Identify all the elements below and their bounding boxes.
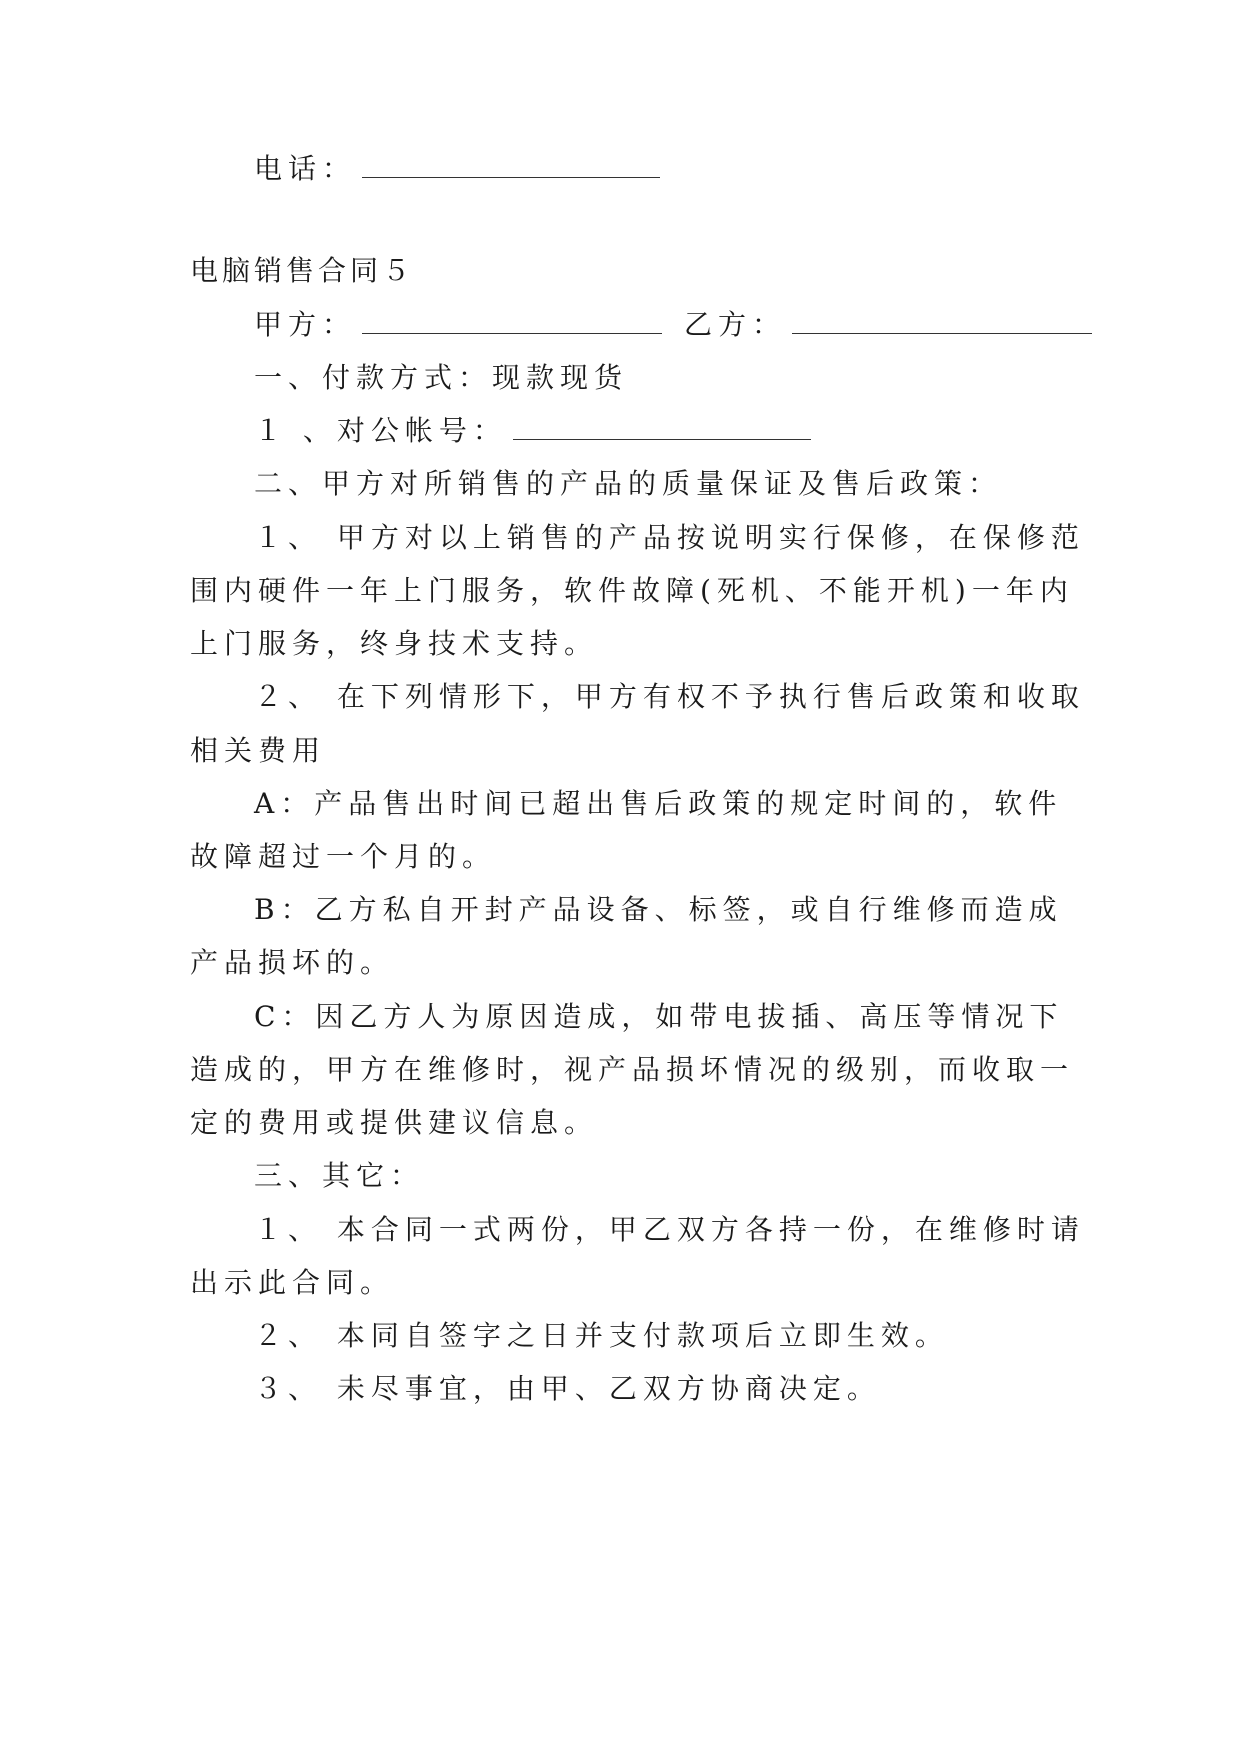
- phone-line: [254, 152, 1114, 186]
- party-a-blank-field[interactable]: [362, 309, 662, 334]
- account-blank-field[interactable]: [513, 415, 811, 440]
- item-2-line-2: 相关费用: [190, 734, 327, 767]
- item-1-line-1: １、 甲方对以上销售的产品按说明实行保修，在保修范: [254, 521, 1085, 554]
- other-1-line-2: 出示此合同。: [190, 1266, 395, 1299]
- other-3-line: ３、 未尽事宜，由甲、乙双方协商决定。: [254, 1372, 881, 1405]
- item-2-line-1: ２、 在下列情形下，甲方有权不予执行售后政策和收取: [254, 680, 1085, 713]
- section-2-heading: 二、甲方对所销售的产品的质量保证及售后政策：: [254, 467, 1003, 500]
- party-b-label: 乙方：: [684, 308, 787, 341]
- party-a-label: 甲方：: [254, 308, 357, 341]
- parties-line: [254, 308, 1114, 342]
- item-c-line-1: C：因乙方人为原因造成，如带电拔插、高压等情况下: [254, 1000, 1064, 1033]
- section-3-heading: 三、其它：: [254, 1159, 425, 1192]
- item-a-line-2: 故障超过一个月的。: [190, 840, 497, 873]
- item-1-line-3: 上门服务，终身技术支持。: [190, 627, 599, 660]
- phone-label: 电话：: [254, 152, 357, 185]
- item-c-line-3: 定的费用或提供建议信息。: [190, 1106, 599, 1139]
- item-b-line-1: B：乙方私自开封产品设备、标签，或自行维修而造成: [254, 893, 1063, 926]
- other-1-line-1: １、 本合同一式两份，甲乙双方各持一份，在维修时请: [254, 1213, 1085, 1246]
- section-1-heading: 一、付款方式：现款现货: [254, 361, 629, 394]
- party-b-blank-field[interactable]: [792, 309, 1092, 334]
- item-1-line-2: 围内硬件一年上门服务，软件故障(死机、不能开机)一年内: [190, 574, 1074, 607]
- item-c-line-2: 造成的，甲方在维修时，视产品损坏情况的级别，而收取一: [190, 1053, 1075, 1086]
- item-b-line-2: 产品损坏的。: [190, 946, 395, 979]
- item-a-line-1: A：产品售出时间已超出售后政策的规定时间的，软件: [254, 787, 1063, 820]
- other-2-line: ２、 本同自签字之日并支付款项后立即生效。: [254, 1319, 949, 1352]
- contract-title: 电脑销售合同５: [190, 254, 415, 287]
- account-label: １ 、对公帐号：: [254, 414, 507, 447]
- account-line: [254, 414, 1114, 448]
- phone-blank-field[interactable]: [362, 153, 660, 178]
